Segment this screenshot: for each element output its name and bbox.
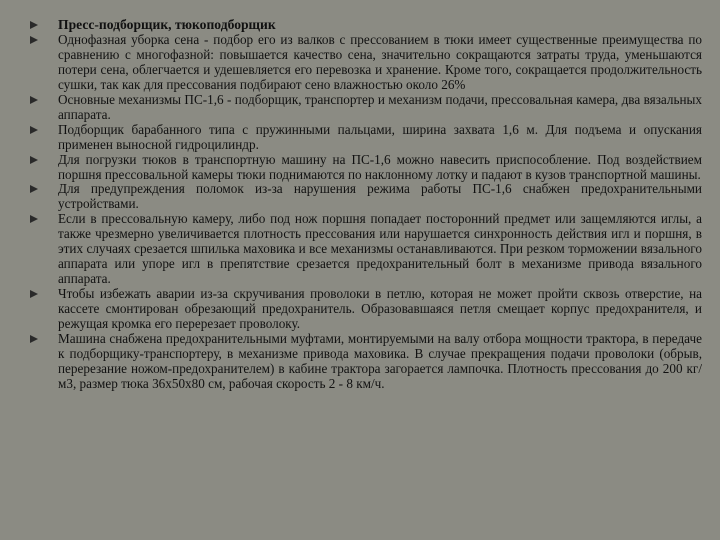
bullet-item-title [34, 18, 702, 33]
triangle-right-icon [30, 290, 38, 298]
bullet-item [34, 33, 702, 93]
bullet-item [34, 182, 702, 212]
triangle-right-icon [30, 21, 38, 29]
bullet-text: Машина снабжена предохранительными муфтами, монтируемыми на валу отбора мощности трактора, в передаче к подборщику-транспортеру, в механизме привода маховика. В случае прекращения подачи проволоки (обрыв, перерезание ножом-предохранителем) в кабине трактора загорается лампочка. Плотность прессования до 200 кг/м3, размер тюка 36х50х80 см, рабочая скорость 2 - 8 км/ч. [58, 331, 702, 391]
bullet-item [34, 287, 702, 332]
bullet-text: Подборщик барабанного типа с пружинными пальцами, ширина захвата 1,6 м. Для подъема и опускания применен выносной гидроцилиндр. [58, 121, 702, 152]
bullet-text: Чтобы избежать аварии из-за скручивания проволоки в петлю, которая не может пройти сквозь отверстие, на кассете смонтирован обрезающий предохранитель. Образовавшаяся петля смещает корпус предохранителя, и режущая кромка его перерезает проволоку. [58, 286, 702, 332]
triangle-right-icon [30, 126, 38, 134]
triangle-right-icon [30, 335, 38, 343]
bullet-text: Если в прессовальную камеру, либо под нож поршня попадает посторонний предмет или защемляются иглы, а также чрезмерно увеличивается плотность прессования или нарушается синхронность действия игл и поршня, в этих случаях срезается шпилька маховика и все механизмы останавливаются. При резком торможении вязального аппарата или упоре игл в препятствие срезается предохранительный болт в механизме привода вязального аппарата. [58, 211, 702, 287]
triangle-right-icon [30, 215, 38, 223]
bullet-text: Однофазная уборка сена - подбор его из валков с прессованием в тюки имеет существенные преимущества по сравнению с многофазной: повышается качество сена, значительно сокращаются затраты труда, уменьшаются потери сена, облегчается и удешевляется его перевозка и хранение. Кроме того, сокращается продолжительность сушки, так как для прессования подбирают сено влажностью около 26% [58, 31, 702, 92]
triangle-right-icon [30, 36, 38, 44]
bullet-item [34, 93, 702, 123]
triangle-right-icon [30, 96, 38, 104]
bullet-text: Пресс-подборщик, тюкоподборщик [58, 17, 276, 32]
bullet-list [34, 18, 702, 392]
bullet-text: Для погрузки тюков в транспортную машину на ПС-1,6 можно навесить приспособление. Под воздействием поршня прессовальной камеры тюки поднимаются по наклонному лотку и падают в кузов транспортной машины. [58, 151, 702, 182]
bullet-item [34, 123, 702, 153]
triangle-right-icon [30, 185, 38, 193]
bullet-text: Основные механизмы ПС-1,6 - подборщик, транспортер и механизм подачи, прессовальная камера, два вязальных аппарата. [58, 91, 702, 122]
bullet-item [34, 212, 702, 287]
bullet-item [34, 332, 702, 392]
triangle-right-icon [30, 156, 38, 164]
bullet-text: Для предупреждения поломок из-за нарушения режима работы ПС-1,6 снабжен предохранительными устройствами. [58, 181, 702, 212]
bullet-item [34, 153, 702, 183]
